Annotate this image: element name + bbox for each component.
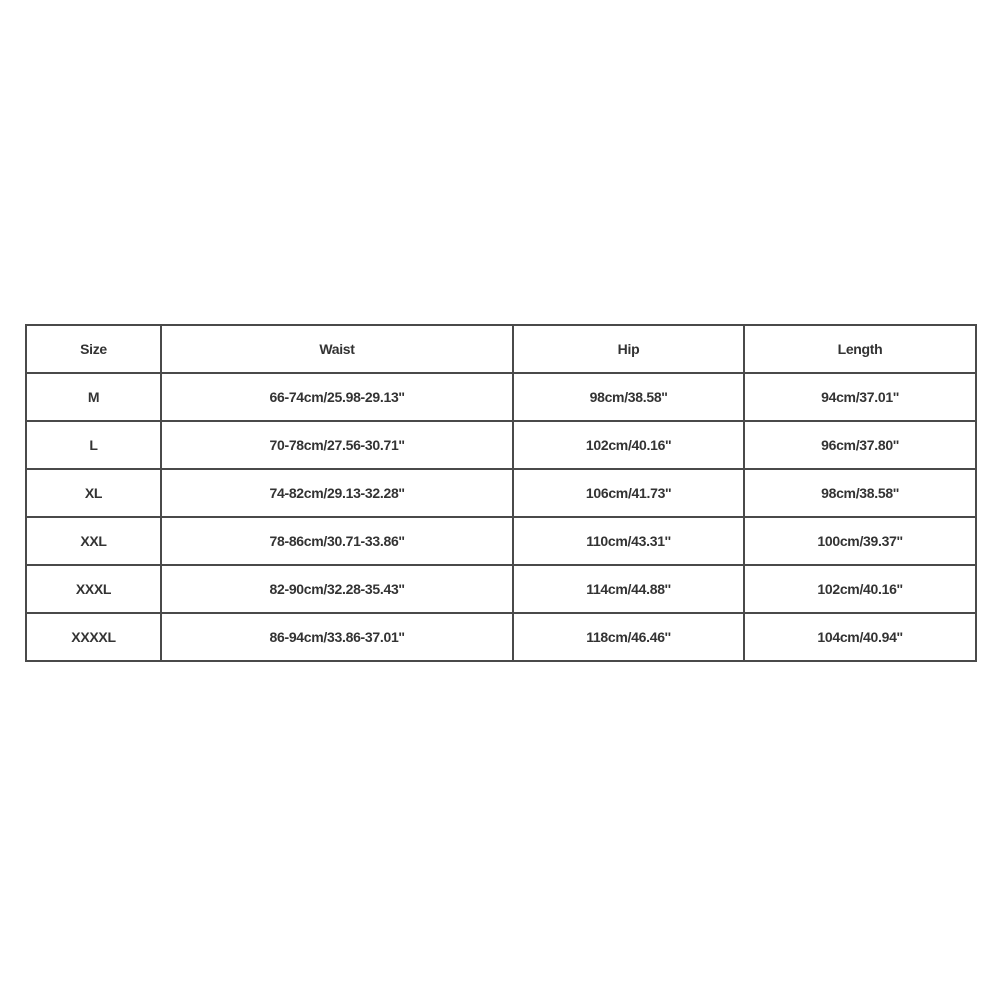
- cell-hip: 98cm/38.58'': [513, 373, 744, 421]
- cell-size: XXL: [26, 517, 161, 565]
- header-waist: Waist: [161, 325, 513, 373]
- table-row: [26, 373, 976, 421]
- cell-hip: 102cm/40.16'': [513, 421, 744, 469]
- cell-size: XXXXL: [26, 613, 161, 661]
- cell-waist: 70-78cm/27.56-30.71'': [161, 421, 513, 469]
- table-row: [26, 421, 976, 469]
- table-row: [26, 565, 976, 613]
- table-body: [26, 373, 976, 661]
- table-header: [26, 325, 976, 373]
- size-chart-table: [25, 324, 977, 662]
- cell-waist: 78-86cm/30.71-33.86'': [161, 517, 513, 565]
- cell-waist: 86-94cm/33.86-37.01'': [161, 613, 513, 661]
- cell-size: XL: [26, 469, 161, 517]
- cell-hip: 114cm/44.88'': [513, 565, 744, 613]
- cell-length: 104cm/40.94'': [744, 613, 976, 661]
- cell-size: L: [26, 421, 161, 469]
- cell-waist: 74-82cm/29.13-32.28'': [161, 469, 513, 517]
- cell-size: M: [26, 373, 161, 421]
- cell-size: XXXL: [26, 565, 161, 613]
- table-row: [26, 613, 976, 661]
- cell-waist: 82-90cm/32.28-35.43'': [161, 565, 513, 613]
- cell-hip: 106cm/41.73'': [513, 469, 744, 517]
- cell-length: 102cm/40.16'': [744, 565, 976, 613]
- cell-length: 94cm/37.01'': [744, 373, 976, 421]
- cell-length: 96cm/37.80'': [744, 421, 976, 469]
- cell-hip: 110cm/43.31'': [513, 517, 744, 565]
- header-hip: Hip: [513, 325, 744, 373]
- cell-hip: 118cm/46.46'': [513, 613, 744, 661]
- table-row: [26, 469, 976, 517]
- cell-length: 98cm/38.58'': [744, 469, 976, 517]
- header-size: Size: [26, 325, 161, 373]
- header-length: Length: [744, 325, 976, 373]
- table-row: [26, 517, 976, 565]
- header-row: [26, 325, 976, 373]
- cell-length: 100cm/39.37'': [744, 517, 976, 565]
- cell-waist: 66-74cm/25.98-29.13'': [161, 373, 513, 421]
